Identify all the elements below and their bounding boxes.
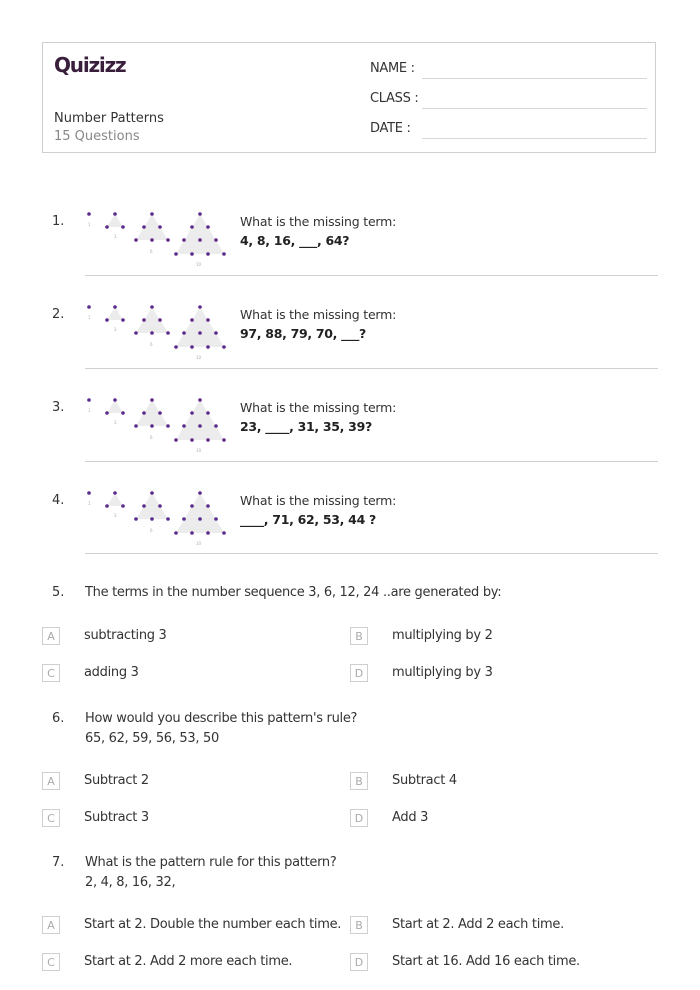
question-text: What is the pattern rule for this pattern? <box>85 855 337 870</box>
question-number: 7. <box>52 855 65 870</box>
option-letter-box[interactable]: D <box>350 953 368 971</box>
class-field[interactable] <box>370 91 647 111</box>
option-text: multiplying by 3 <box>392 665 493 680</box>
question-sequence: 97, 88, 79, 70, ___? <box>240 326 366 341</box>
option-letter-box[interactable]: D <box>350 809 368 827</box>
question-text: The terms in the number sequence 3, 6, 12, 24 ..are generated by: <box>85 585 502 600</box>
question-prompt: What is the missing term: <box>240 214 397 229</box>
question-number: 2. <box>52 307 65 322</box>
question-text: How would you describe this pattern's rule? <box>85 711 358 726</box>
question-sequence: ____, 71, 62, 53, 44 ? <box>240 512 376 527</box>
name-label: NAME : <box>370 61 415 76</box>
question-divider <box>85 553 658 554</box>
name-field[interactable] <box>370 61 647 81</box>
option-letter-box[interactable]: B <box>350 772 368 790</box>
option-letter-box[interactable]: C <box>42 809 60 827</box>
question-sequence: 23, ____, 31, 35, 39? <box>240 419 372 434</box>
option-text: multiplying by 2 <box>392 628 493 643</box>
date-label: DATE : <box>370 121 411 136</box>
question-prompt: What is the missing term: <box>240 307 397 322</box>
question-number: 4. <box>52 493 65 508</box>
question-prompt: What is the missing term: <box>240 400 397 415</box>
question-count: 15 Questions <box>54 129 140 144</box>
question-divider <box>85 275 658 276</box>
class-line[interactable] <box>422 108 647 109</box>
worksheet-header <box>42 42 656 153</box>
question-number: 1. <box>52 214 65 229</box>
option-letter-box[interactable]: B <box>350 916 368 934</box>
question-sequence: 4, 8, 16, ___, 64? <box>240 233 350 248</box>
option-text: Subtract 2 <box>84 773 149 788</box>
question-divider <box>85 368 658 369</box>
option-text: subtracting 3 <box>84 628 167 643</box>
date-line[interactable] <box>422 138 647 139</box>
option-letter-box[interactable]: A <box>42 627 60 645</box>
option-letter-box[interactable]: C <box>42 664 60 682</box>
option-letter-box[interactable]: B <box>350 627 368 645</box>
option-text: adding 3 <box>84 665 139 680</box>
option-text: Start at 2. Add 2 each time. <box>392 917 564 932</box>
question-prompt: What is the missing term: <box>240 493 397 508</box>
option-text: Start at 16. Add 16 each time. <box>392 954 580 969</box>
option-text: Start at 2. Double the number each time. <box>84 917 342 932</box>
quizizz-logo: Quizizz <box>54 53 126 77</box>
question-number: 6. <box>52 711 65 726</box>
date-field[interactable] <box>370 121 647 141</box>
question-number: 3. <box>52 400 65 415</box>
option-letter-box[interactable]: A <box>42 772 60 790</box>
name-line[interactable] <box>422 78 647 79</box>
question-divider <box>85 461 658 462</box>
option-text: Start at 2. Add 2 more each time. <box>84 954 293 969</box>
option-letter-box[interactable]: C <box>42 953 60 971</box>
option-text: Subtract 3 <box>84 810 149 825</box>
worksheet-title: Number Patterns <box>54 111 164 126</box>
question-sequence: 65, 62, 59, 56, 53, 50 <box>85 731 219 746</box>
question-number: 5. <box>52 585 65 600</box>
option-text: Add 3 <box>392 810 429 825</box>
option-letter-box[interactable]: A <box>42 916 60 934</box>
question-sequence: 2, 4, 8, 16, 32, <box>85 875 176 890</box>
option-letter-box[interactable]: D <box>350 664 368 682</box>
triangular-numbers-figure <box>84 396 229 456</box>
triangular-numbers-figure <box>84 210 229 270</box>
triangular-numbers-figure <box>84 303 229 363</box>
triangular-numbers-figure <box>84 489 229 549</box>
class-label: CLASS : <box>370 91 419 106</box>
option-text: Subtract 4 <box>392 773 457 788</box>
